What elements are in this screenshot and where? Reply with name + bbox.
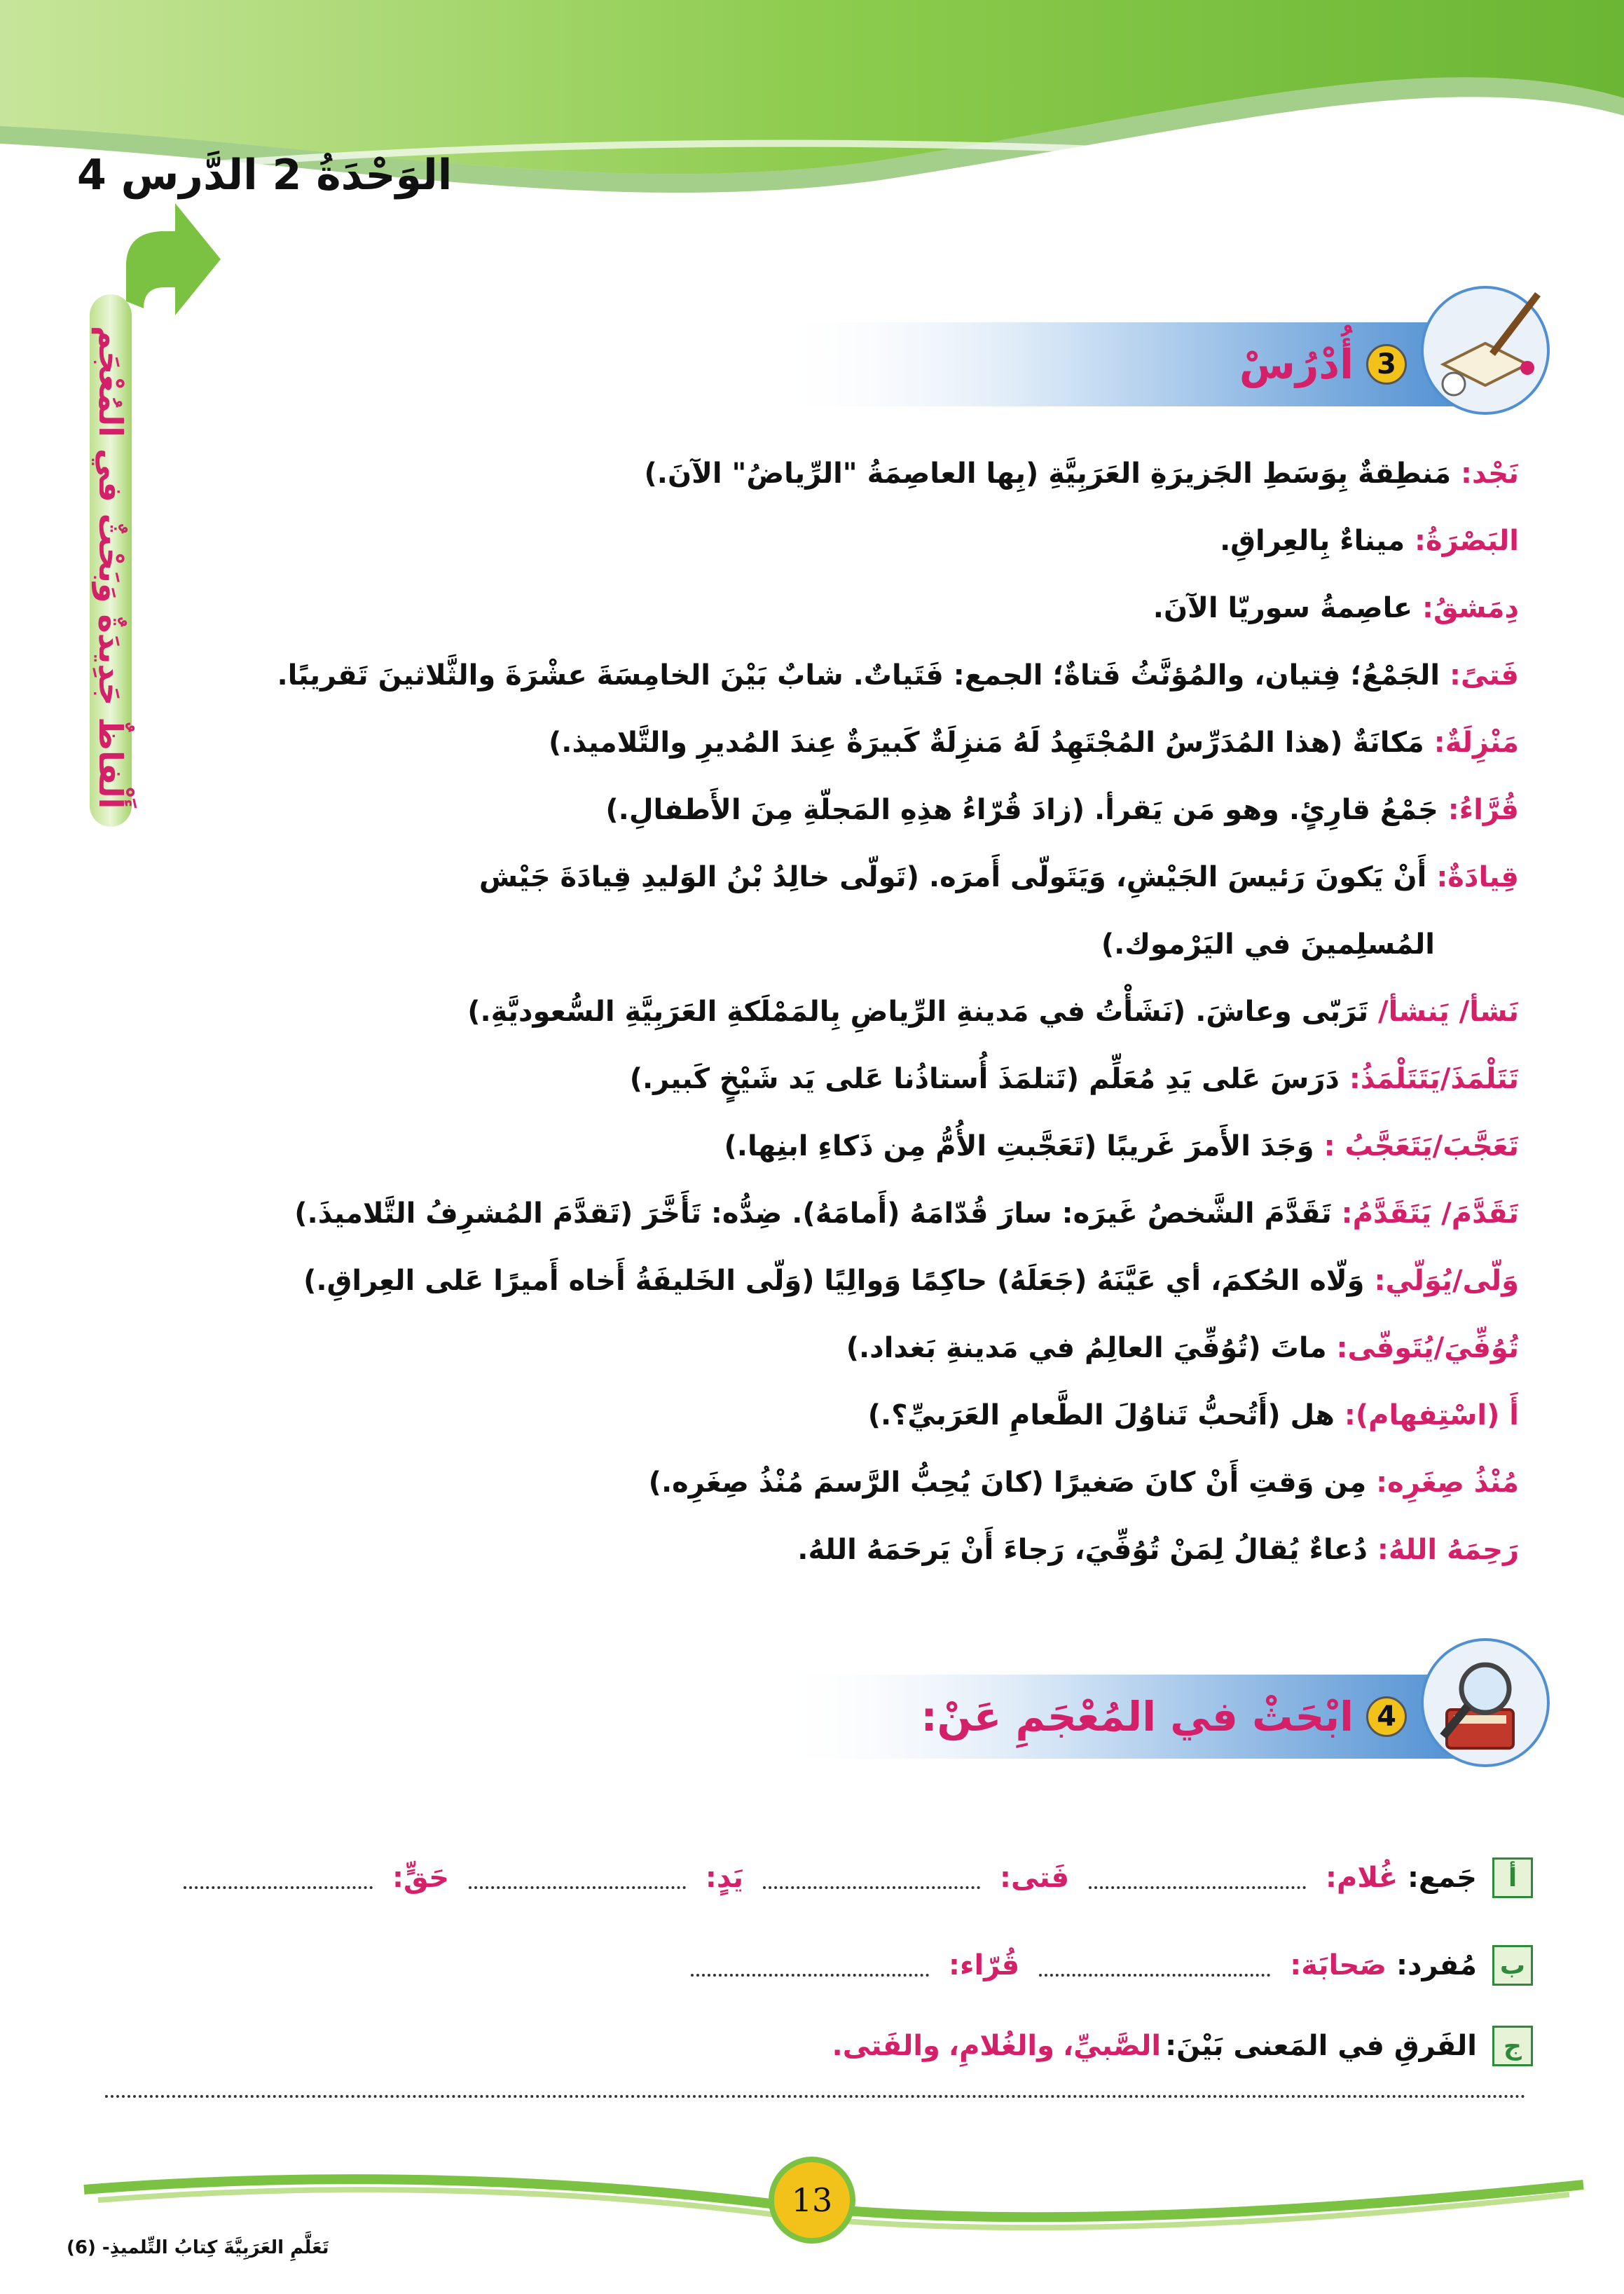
exercise-a-letter: أ	[1492, 1857, 1533, 1898]
exercise-word: فَتى:	[1000, 1862, 1070, 1894]
exercise-b-label: مُفرد:	[1396, 1949, 1477, 1982]
exercise-c-label: الفَرقِ في المَعنى بَيْنَ:	[1165, 2030, 1477, 2062]
vocab-term: تُوُفِّيَ/يُتَوفّى:	[1336, 1332, 1519, 1364]
vocab-definition: تَرَبّى وعاشَ. (نَشَأْتُ في مَدينةِ الرِّياضِ بِالمَمْلَكةِ العَرَبِيَّةِ السُّعوديَّةِ.)	[467, 996, 1379, 1028]
exercise-word: يَدٍ:	[705, 1862, 744, 1894]
unit-lesson-title: الوَحْدَةُ 2 الدَّرس 4	[77, 151, 453, 200]
vocab-definition: مَنطِقةٌ بِوَسَطِ الجَزيرَةِ العَرَبِيَّةِ (بِها العاصِمَةُ "الرِّياضُ" الآنَ.)	[644, 458, 1461, 490]
vocab-term: تَعَجَّبَ/يَتَعَجَّبُ :	[1323, 1130, 1519, 1162]
vocab-row	[132, 1449, 1519, 1516]
vocab-definition: هل (أَتُحبُّ تَناوُلَ الطَّعامِ العَرَبيِّ؟.)	[867, 1399, 1344, 1431]
answer-blank[interactable]	[1089, 1867, 1306, 1889]
vocab-definition: الجَمْعُ؛ فِتيان، والمُؤنَّثُ فَتاةٌ؛ الجمع: فَتَياتٌ. شابٌ بَيْنَ الخامِسَةَ عشْرَةَ والثَّلاثينَ تَقريبًا.	[277, 659, 1450, 692]
section-4-banner	[921, 1675, 1540, 1759]
green-arrow-icon	[126, 203, 221, 315]
vocab-row	[132, 1180, 1519, 1247]
exercise-b-letter: ب	[1492, 1945, 1533, 1986]
vocab-row	[132, 507, 1519, 575]
answer-blank[interactable]	[1039, 1954, 1270, 1977]
vocab-definition: أَنْ يَكونَ رَئيسَ الجَيْشِ، وَيَتَولّى أَمرَه. (تَولّى خالِدُ بْنُ الوَليدِ قِيادَةَ جَيْش	[479, 861, 1437, 893]
exercise-c-letter: ج	[1492, 2026, 1533, 2066]
vocab-row	[132, 575, 1519, 642]
exercise-word: والفَتى.	[832, 2030, 940, 2062]
vocab-definition: مَكانَةٌ (هذا المُدَرِّسُ المُجْتَهِدُ لَهُ مَنزِلَةٌ كَبيرَةٌ عِندَ المُديرِ والتَّلاميذ.)	[549, 727, 1434, 759]
vocab-definition: المُسلِمينَ في اليَرْموك.)	[1101, 928, 1435, 961]
exercise-word: والغُلامِ،	[948, 2030, 1054, 2062]
vocab-term: مَنْزِلَةٌ:	[1433, 727, 1519, 759]
section-3-number: 3	[1366, 344, 1407, 385]
vocab-term: نَشأ/ يَنشأ/	[1378, 996, 1519, 1028]
vocab-row	[132, 1113, 1519, 1180]
vocab-row	[132, 1516, 1519, 1584]
vocab-definition: مِن وَقتِ أَنْ كانَ صَغيرًا (كانَ يُحِبُّ الرَّسمَ مُنْذُ صِغَرِه.)	[648, 1467, 1377, 1499]
answer-blank[interactable]	[691, 1954, 929, 1977]
vocab-definition: تَقَدَّمَ الشَّخصُ غَيرَه: سارَ قُدّامَهُ (أَمامَهُ). ضِدُّه: تَأَخَّرَ (تَقدَّمَ المُشرِفُ التَّلاميذَ.)	[294, 1197, 1342, 1230]
side-ribbon-label: أَلْفاظٌ جَدِيدَةٌ وَبَحْثٌ في المُعْجَم	[92, 326, 130, 809]
footer-book-title: تَعَلَّمِ العَرَبِيَّةَ كِتابُ التِّلميذِ- (6)	[67, 2237, 329, 2258]
vocab-term: تَتَلْمَذَ/يَتَتَلْمَذُ:	[1349, 1063, 1519, 1095]
section-4-title: ابْحَثْ في المُعْجَمِ عَنْ:	[921, 1693, 1354, 1740]
answer-blank[interactable]	[763, 1867, 980, 1889]
vocab-definition: جَمْعُ قارِئٍ. وهو مَن يَقرأ. (زادَ قُرّاءُ هذِهِ المَجلّةِ مِنَ الأَطفالِ.)	[605, 794, 1448, 826]
vocab-definition: ميناءٌ بِالعِراقِ.	[1220, 525, 1415, 557]
vocab-row	[132, 642, 1519, 709]
page-number: 13	[791, 2181, 833, 2219]
vocab-row	[132, 978, 1519, 1045]
vocab-term: فَتىً:	[1450, 659, 1519, 692]
vocab-term: أَ (اسْتِفهام):	[1344, 1399, 1519, 1431]
vocab-row	[132, 776, 1519, 844]
exercise-b	[90, 1937, 1533, 1993]
exercise-word: الصَّبيِّ،	[1062, 2030, 1162, 2062]
vocabulary-list	[132, 440, 1519, 1584]
exercise-word: غُلام:	[1326, 1862, 1398, 1894]
vocab-row	[132, 1045, 1519, 1113]
section-4-number: 4	[1366, 1696, 1407, 1737]
vocab-definition: دُعاءٌ يُقالُ لِمَنْ تُوُفِّيَ، رَجاءَ أَنْ يَرحَمَهُ اللهُ.	[797, 1534, 1377, 1566]
vocab-definition: وَجَدَ الأَمرَ غَريبًا (تَعَجَّبتِ الأُمُّ مِن ذَكاءِ ابنِها.)	[724, 1130, 1324, 1162]
vocab-term: رَحِمَهُ اللهُ:	[1377, 1534, 1519, 1566]
vocab-definition: عاصِمةُ سوريّا الآنَ.	[1152, 592, 1422, 624]
exercise-word: حَقٍّ:	[392, 1862, 449, 1894]
answer-blank[interactable]	[469, 1867, 686, 1889]
vocab-row	[132, 709, 1519, 776]
exercise-a-label: جَمع:	[1408, 1862, 1477, 1894]
exercise-a	[90, 1850, 1533, 1906]
answer-blank-line[interactable]	[105, 2095, 1526, 2098]
exercise-word: صَحابَة:	[1290, 1949, 1387, 1982]
vocab-term: البَصْرَةُ:	[1415, 525, 1519, 557]
vocab-term: نَجْد:	[1461, 458, 1519, 490]
vocab-row	[132, 1247, 1519, 1314]
exercise-c	[90, 2018, 1533, 2074]
vocab-row	[132, 1314, 1519, 1382]
answer-blank[interactable]	[184, 1867, 373, 1889]
vocab-term: قِيادَةٌ:	[1436, 861, 1519, 893]
section-3-title: أُدْرُسْ	[1239, 341, 1354, 388]
section-3-banner	[1239, 322, 1540, 406]
vocab-term: وَلّى/يُوَلّي:	[1374, 1265, 1519, 1297]
vocab-definition: وَلّاه الحُكمَ، أي عَيَّنَهُ (جَعَلَهُ) حاكِمًا وَوالِيًا (وَلّى الخَليفَةُ أَخاه أَميرًا عَلى العِراقِ.)	[303, 1265, 1375, 1297]
vocab-row	[132, 1382, 1519, 1449]
vocab-row	[132, 440, 1519, 507]
vocab-definition: دَرَسَ عَلى يَدِ مُعَلِّم (تَتلمَذَ أُستاذُنا عَلى يَد شَيْخٍ كَبير.)	[629, 1063, 1349, 1095]
vocab-row-continuation	[132, 911, 1519, 978]
vocab-term: دِمَشقُ:	[1422, 592, 1519, 624]
vocab-definition: ماتَ (تُوُفِّيَ العالِمُ في مَدينةِ بَغداد.)	[846, 1332, 1337, 1364]
vocab-term: مُنْذُ صِغَرِه:	[1376, 1467, 1519, 1499]
vocab-term: تَقَدَّمَ/ يَتَقَدَّمُ:	[1341, 1197, 1519, 1230]
vocab-row	[132, 844, 1519, 911]
vocab-term: قُرَّاءُ:	[1447, 794, 1519, 826]
exercise-word: قُرّاء:	[949, 1949, 1020, 1982]
